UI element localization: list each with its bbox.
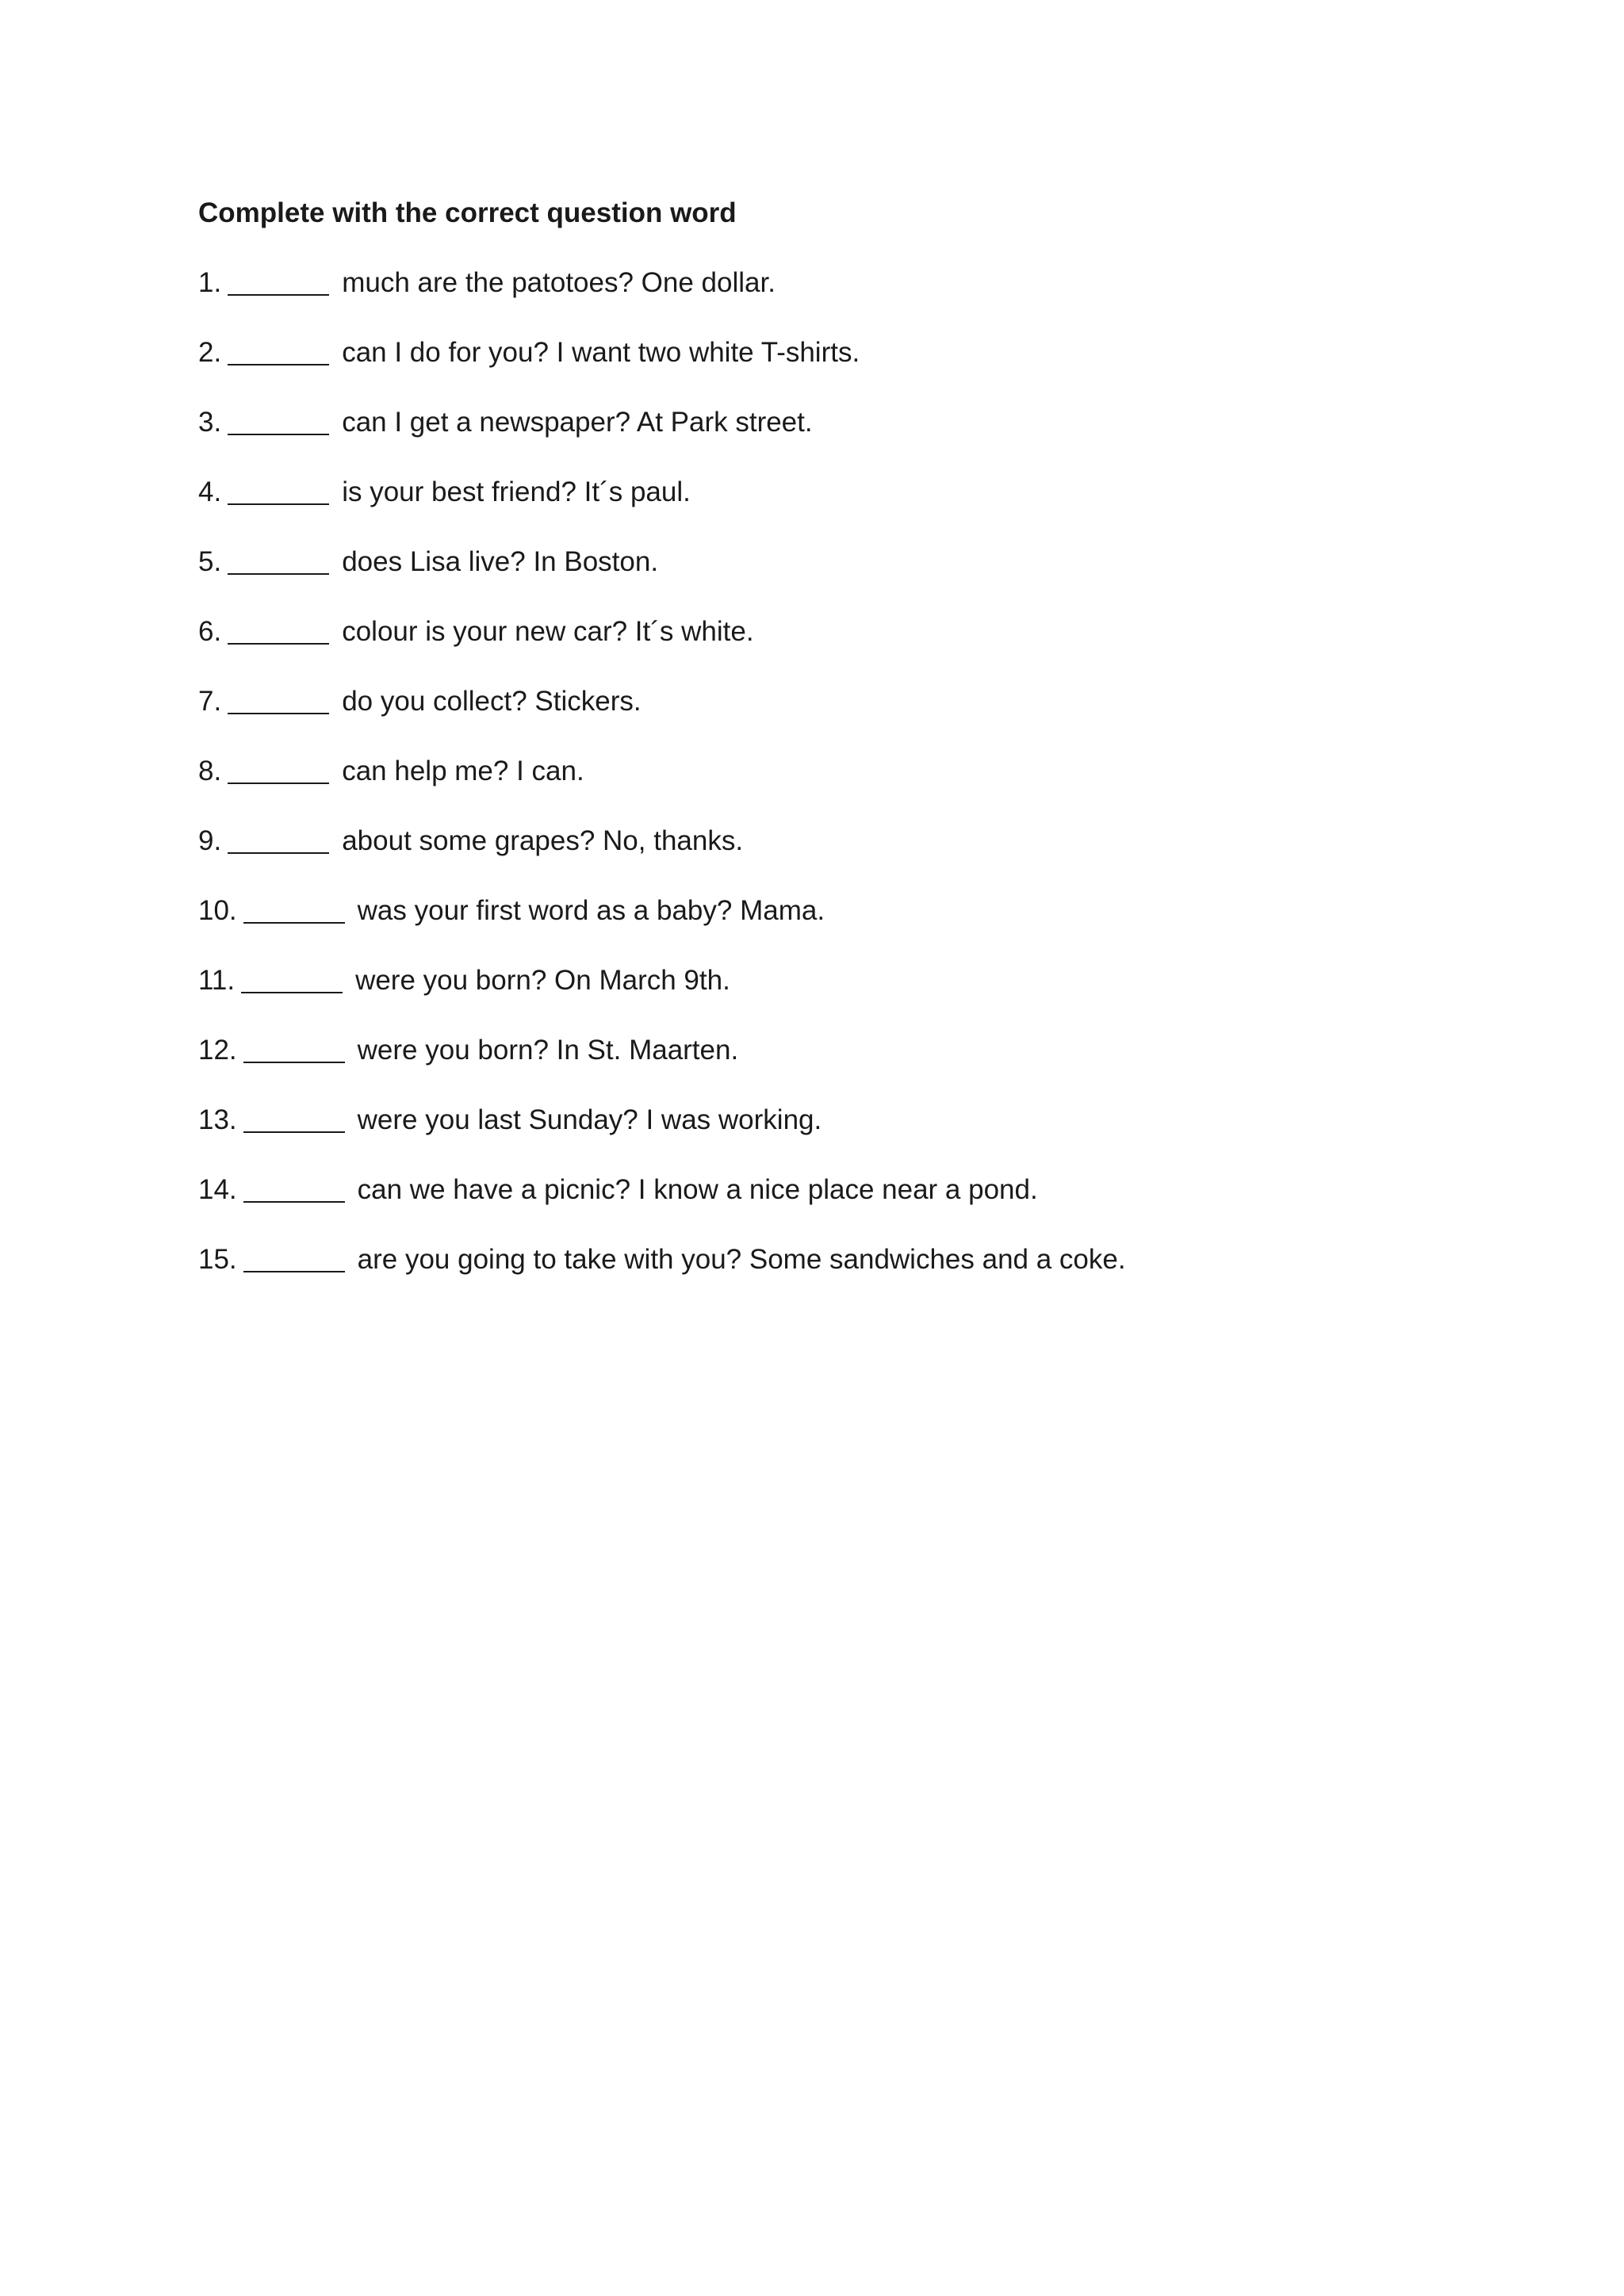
- answer-blank: [228, 334, 329, 365]
- answer-blank: [228, 473, 329, 505]
- question-item: [198, 473, 1126, 543]
- question-number: 10.: [198, 895, 237, 926]
- question-text: are you going to take with you? Some sandwiches and a coke.: [357, 1244, 1126, 1275]
- question-number: 14.: [198, 1174, 237, 1205]
- question-number: 13.: [198, 1104, 237, 1135]
- answer-blank: [241, 962, 343, 993]
- question-text: much are the patotoes? One dollar.: [342, 267, 776, 298]
- answer-blank: [228, 613, 329, 645]
- question-number: 7.: [198, 686, 222, 717]
- question-number: 1.: [198, 267, 222, 298]
- answer-blank: [228, 264, 329, 296]
- question-number: 11.: [198, 965, 236, 996]
- worksheet-title: Complete with the correct question word: [198, 197, 737, 228]
- question-text: about some grapes? No, thanks.: [342, 825, 744, 856]
- question-text: do you collect? Stickers.: [342, 686, 642, 717]
- question-item: [198, 1101, 1126, 1171]
- question-number: 8.: [198, 756, 222, 786]
- answer-blank: [243, 1101, 345, 1133]
- answer-blank: [243, 1241, 345, 1272]
- question-text: was your first word as a baby? Mama.: [357, 895, 825, 926]
- question-text: were you last Sunday? I was working.: [357, 1104, 822, 1135]
- answer-blank: [228, 404, 329, 435]
- answer-blank: [228, 543, 329, 575]
- question-item: [198, 683, 1126, 752]
- question-number: 12.: [198, 1035, 237, 1066]
- question-number: 15.: [198, 1244, 237, 1275]
- answer-blank: [243, 1031, 345, 1063]
- answer-blank: [228, 683, 329, 714]
- question-item: [198, 752, 1126, 822]
- question-number: 6.: [198, 616, 222, 647]
- question-list: [198, 264, 1126, 1311]
- question-text: colour is your new car? It´s white.: [342, 616, 754, 647]
- question-text: can help me? I can.: [342, 756, 584, 786]
- question-text: is your best friend? It´s paul.: [342, 476, 691, 507]
- answer-blank: [228, 822, 329, 854]
- question-number: 4.: [198, 476, 222, 507]
- question-number: 3.: [198, 407, 222, 438]
- question-item: [198, 962, 1126, 1031]
- answer-blank: [243, 1171, 345, 1203]
- question-text: were you born? In St. Maarten.: [357, 1035, 739, 1066]
- question-item: [198, 892, 1126, 962]
- question-number: 5.: [198, 546, 222, 577]
- question-item: [198, 822, 1126, 892]
- answer-blank: [243, 892, 345, 924]
- question-number: 9.: [198, 825, 222, 856]
- question-item: [198, 613, 1126, 683]
- question-item: [198, 264, 1126, 334]
- question-item: [198, 334, 1126, 404]
- question-text: can I do for you? I want two white T-shirts.: [342, 337, 860, 368]
- question-text: can I get a newspaper? At Park street.: [342, 407, 813, 438]
- question-item: [198, 1241, 1126, 1311]
- question-number: 2.: [198, 337, 222, 368]
- question-text: were you born? On March 9th.: [355, 965, 730, 996]
- question-item: [198, 404, 1126, 473]
- question-item: [198, 1171, 1126, 1241]
- answer-blank: [228, 752, 329, 784]
- question-text: does Lisa live? In Boston.: [342, 546, 659, 577]
- question-item: [198, 543, 1126, 613]
- question-item: [198, 1031, 1126, 1101]
- question-text: can we have a picnic? I know a nice place near a pond.: [357, 1174, 1038, 1205]
